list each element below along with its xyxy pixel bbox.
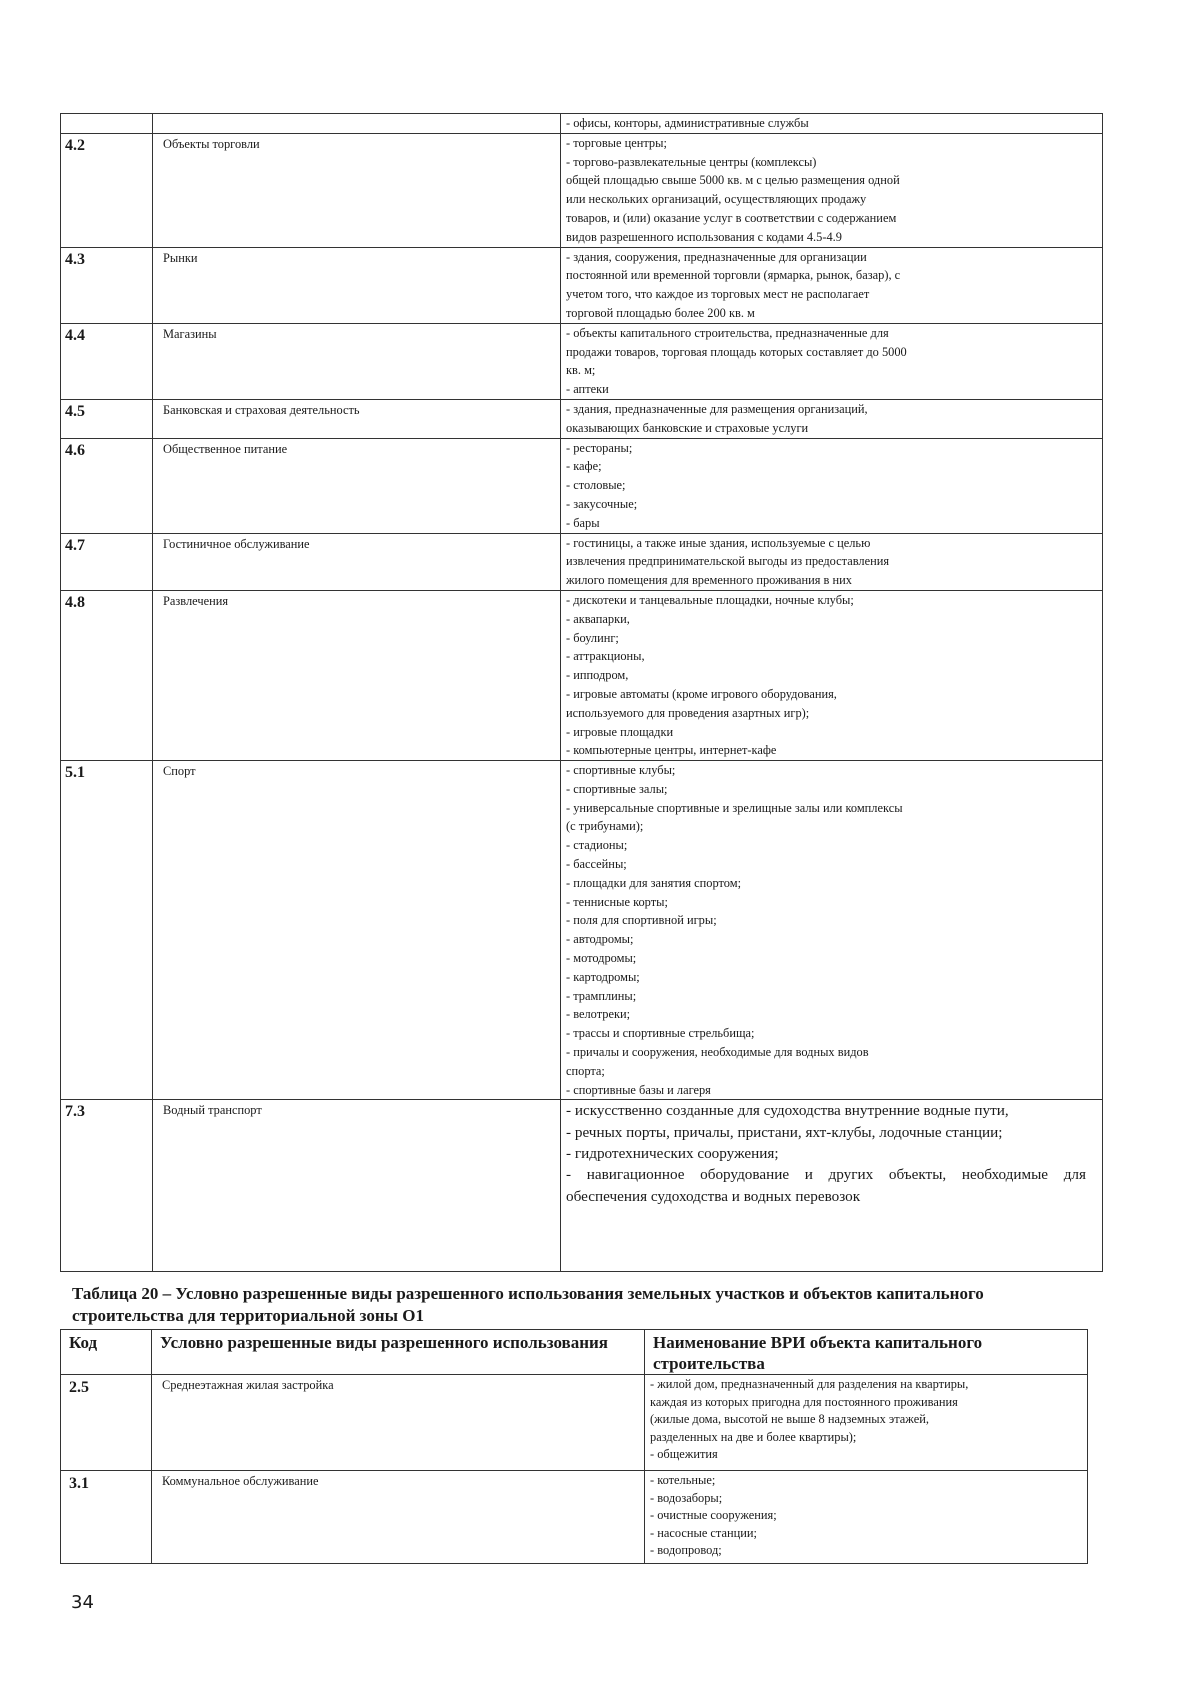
detail-line: - игровые площадки — [566, 724, 674, 739]
detail-line: - игровые автоматы (кроме игрового оборудования, — [566, 686, 837, 701]
detail-line: - велотреки; — [566, 1007, 631, 1022]
detail-line: - автодромы; — [566, 932, 634, 947]
detail-line: кв. м; — [566, 363, 596, 378]
detail-line: - спортивные базы и лагеря — [566, 1082, 711, 1097]
table-row — [61, 133, 1103, 247]
header-name: Наименование ВРИ объекта капитального строительства — [645, 1330, 1088, 1375]
table-continuation — [60, 113, 1103, 1272]
table-row — [61, 590, 1103, 760]
row-details — [645, 1375, 1088, 1471]
detail-line: - жилой дом, предназначенный для разделения на квартиры, — [650, 1377, 969, 1391]
detail-line: - водопровод; — [650, 1543, 722, 1557]
detail-line: - речных порты, причалы, пристани, яхт-клубы, лодочные станции; — [566, 1123, 1003, 1141]
row-code: 5.1 — [61, 761, 153, 1100]
table-row — [61, 761, 1103, 1100]
page-number: 34 — [71, 1592, 94, 1613]
detail-line: используемого для проведения азартных игр); — [566, 705, 810, 720]
detail-line: - кафе; — [566, 459, 602, 474]
row-condition: Спорт — [153, 761, 561, 1100]
row-code — [61, 114, 153, 134]
detail-line: - дискотеки и танцевальные площадки, ночные клубы; — [566, 592, 854, 607]
detail-line: - бары — [566, 515, 600, 530]
table-row — [61, 1375, 1088, 1471]
row-code: 4.2 — [61, 133, 153, 247]
detail-line: - причалы и сооружения, необходимые для водных видов — [566, 1045, 869, 1060]
row-code: 7.3 — [61, 1100, 153, 1272]
row-details — [561, 438, 1103, 533]
row-code: 4.4 — [61, 323, 153, 399]
detail-line: - гидротехнических сооружения; — [566, 1145, 779, 1163]
detail-line: - поля для спортивной игры; — [566, 913, 717, 928]
detail-line: или нескольких организаций, осуществляющих продажу — [566, 192, 867, 207]
detail-line: оказывающих банковские и страховые услуги — [566, 420, 809, 435]
detail-line: - столовые; — [566, 478, 626, 493]
detail-line: учетом того, что каждое из торговых мест не располагает — [566, 287, 870, 302]
row-code: 2.5 — [61, 1375, 152, 1471]
detail-line: каждая из которых пригодна для постоянного проживания — [650, 1394, 958, 1409]
detail-line: разделенных на две и более квартиры); — [650, 1429, 857, 1444]
row-details — [561, 761, 1103, 1100]
row-code: 4.8 — [61, 590, 153, 760]
detail-line: общей площадью свыше 5000 кв. м с целью размещения одной — [566, 173, 900, 188]
header-code: Код — [61, 1330, 152, 1375]
detail-line: - спортивные залы; — [566, 781, 668, 796]
detail-line: - общежития — [650, 1447, 718, 1461]
row-condition: Развлечения — [153, 590, 561, 760]
header-condition: Условно разрешенные виды разрешенного использования — [152, 1330, 645, 1375]
detail-line: - рестораны; — [566, 440, 633, 455]
detail-line: - картодромы; — [566, 969, 640, 984]
detail-line: - здания, сооружения, предназначенные для организации — [566, 249, 867, 264]
row-code: 4.5 — [61, 399, 153, 438]
row-details — [561, 1100, 1103, 1272]
detail-line: постоянной или временной торговли (ярмарка, рынок, базар), с — [566, 268, 901, 283]
detail-line: - гостиницы, а также иные здания, используемые с целью — [566, 535, 871, 550]
detail-line: - универсальные спортивные и зрелищные залы или комплексы — [566, 800, 903, 815]
row-condition: Общественное питание — [153, 438, 561, 533]
detail-line: - боулинг; — [566, 630, 619, 645]
table-row — [61, 1100, 1103, 1272]
row-code: 4.3 — [61, 247, 153, 323]
detail-line: - бассейны; — [566, 857, 627, 872]
table-row — [61, 1471, 1088, 1564]
table-row — [61, 247, 1103, 323]
detail-line: - площадки для занятия спортом; — [566, 875, 742, 890]
detail-line: - спортивные клубы; — [566, 763, 676, 778]
table-row — [61, 323, 1103, 399]
row-condition: Объекты торговли — [153, 133, 561, 247]
detail-line: - аттракционы, — [566, 649, 645, 664]
row-condition: Среднеэтажная жилая застройка — [152, 1375, 645, 1471]
row-details — [561, 133, 1103, 247]
row-details — [561, 247, 1103, 323]
row-details — [561, 114, 1103, 134]
row-condition: Водный транспорт — [153, 1100, 561, 1272]
detail-line: - теннисные корты; — [566, 894, 668, 909]
detail-line: - закусочные; — [566, 496, 638, 511]
detail-line: - офисы, конторы, административные службы — [566, 116, 809, 130]
table-caption: Таблица 20 – Условно разрешенные виды разрешенного использования земельных участков и объектов капитального строительства для территориальной зоны О1 — [72, 1284, 984, 1325]
detail-line: - объекты капитального строительства, предназначенные для — [566, 325, 889, 340]
detail-line: - трамплины; — [566, 988, 637, 1003]
detail-line: (жилые дома, высотой не выше 8 надземных этажей, — [650, 1412, 929, 1426]
row-details — [561, 399, 1103, 438]
detail-line: торговой площадью более 200 кв. м — [566, 305, 755, 320]
detail-line: - очистные сооружения; — [650, 1508, 777, 1522]
table-row — [61, 399, 1103, 438]
detail-line: - аквапарки, — [566, 611, 630, 626]
detail-line: спорта; — [566, 1063, 605, 1078]
row-details — [561, 590, 1103, 760]
row-details — [561, 323, 1103, 399]
table-20 — [60, 1329, 1088, 1564]
table-header-row — [61, 1330, 1088, 1375]
row-condition: Коммунальное обслуживание — [152, 1471, 645, 1564]
row-code: 4.6 — [61, 438, 153, 533]
detail-line: товаров, и (или) оказание услуг в соответствии с содержанием — [566, 210, 897, 225]
detail-line: продажи товаров, торговая площадь которых составляет до 5000 — [566, 344, 907, 359]
table-row — [61, 438, 1103, 533]
detail-line: - аптеки — [566, 382, 609, 397]
row-details — [561, 533, 1103, 590]
row-code: 4.7 — [61, 533, 153, 590]
detail-line: извлечения предпринимательской выгоды из предоставления — [566, 554, 890, 569]
detail-line: - компьютерные центры, интернет-кафе — [566, 743, 777, 758]
row-condition: Магазины — [153, 323, 561, 399]
detail-line: - навигационное оборудование и других объекты, необходимые для обеспечения судоходства и водных перевозок — [566, 1166, 1086, 1205]
row-details — [645, 1471, 1088, 1564]
detail-line: - здания, предназначенные для размещения организаций, — [566, 401, 868, 416]
detail-line: - мотодромы; — [566, 951, 637, 966]
table-row — [61, 533, 1103, 590]
detail-line: - насосные станции; — [650, 1525, 757, 1540]
detail-line: (с трибунами); — [566, 819, 644, 834]
row-condition — [153, 114, 561, 134]
detail-line: видов разрешенного использования с кодами 4.5-4.9 — [566, 229, 842, 244]
row-condition: Гостиничное обслуживание — [153, 533, 561, 590]
detail-line: - котельные; — [650, 1473, 716, 1487]
row-condition: Банковская и страховая деятельность — [153, 399, 561, 438]
detail-line: - торговые центры; — [566, 135, 667, 150]
detail-line: жилого помещения для временного проживания в них — [566, 573, 852, 588]
row-code: 3.1 — [61, 1471, 152, 1564]
table-row — [61, 114, 1103, 134]
detail-line: - искусственно созданные для судоходства внутренние водные пути, — [566, 1102, 1009, 1120]
detail-line: - трассы и спортивные стрельбища; — [566, 1026, 755, 1041]
detail-line: - стадионы; — [566, 838, 628, 853]
detail-line: - водозаборы; — [650, 1490, 723, 1505]
row-condition: Рынки — [153, 247, 561, 323]
detail-line: - торгово-развлекательные центры (комплексы) — [566, 154, 817, 169]
detail-line: - ипподром, — [566, 668, 629, 683]
